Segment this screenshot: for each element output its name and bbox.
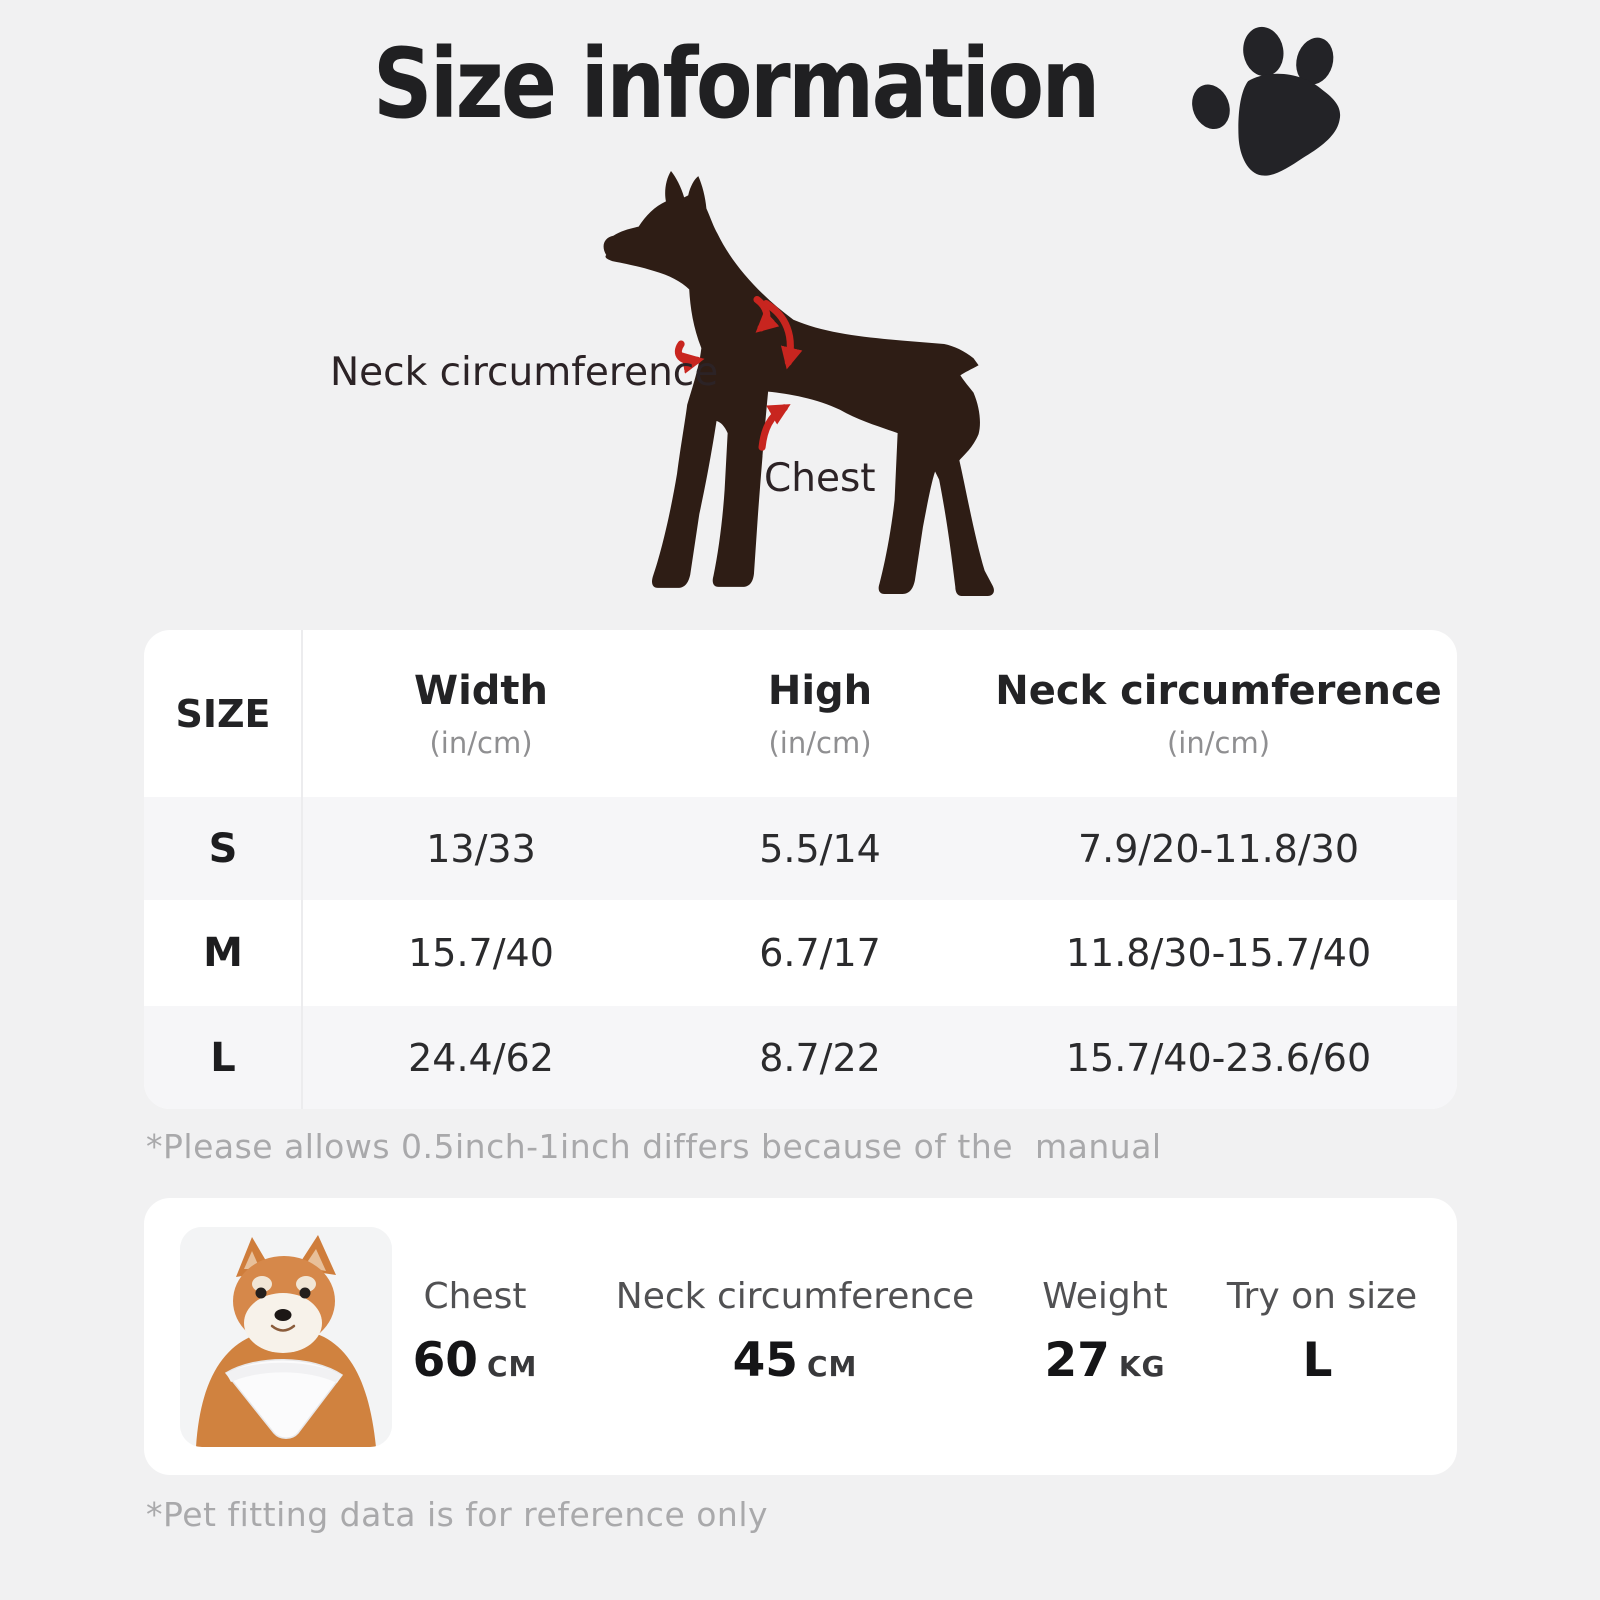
row-l-high: 8.7/22 xyxy=(660,1006,980,1109)
header-high-unit: (in/cm) xyxy=(768,725,872,760)
fitting-reference-card xyxy=(144,1198,1457,1475)
stat-weight-value: 27 xyxy=(1044,1333,1110,1388)
size-table xyxy=(144,630,1457,1109)
header-size: SIZE xyxy=(175,691,271,736)
stat-try-on-size xyxy=(1227,1276,1417,1388)
paw-icon xyxy=(1150,12,1350,194)
header-high-label: High xyxy=(767,667,873,714)
stat-weight xyxy=(1042,1276,1167,1388)
stat-weight-unit: KG xyxy=(1118,1350,1166,1383)
row-m-width: 15.7/40 xyxy=(408,931,554,975)
table-column-divider xyxy=(301,630,303,1109)
stat-neck-label: Neck circumference xyxy=(615,1276,975,1317)
stat-weight-label: Weight xyxy=(1042,1276,1168,1317)
stat-chest-unit: CM xyxy=(486,1350,538,1383)
row-s-high: 5.5/14 xyxy=(660,797,980,900)
row-s-size: S xyxy=(144,797,302,900)
pet-photo xyxy=(180,1227,392,1447)
row-m-high: 6.7/17 xyxy=(759,931,881,975)
header-neck xyxy=(980,630,1457,797)
fitting-disclaimer: *Pet fitting data is for reference only xyxy=(146,1495,769,1534)
header-high xyxy=(660,630,980,797)
row-l-width: 24.4/62 xyxy=(302,1006,660,1109)
stat-try-on-size-value: L xyxy=(1302,1333,1333,1388)
table-disclaimer: *Please allows 0.5inch-1inch differs because of the manual xyxy=(146,1127,1162,1166)
neck-circumference-label: Neck circumference xyxy=(330,350,719,395)
stat-chest-label: Chest xyxy=(423,1276,527,1317)
header-neck-label: Neck circumference xyxy=(995,667,1442,714)
header-width xyxy=(302,630,660,797)
stat-neck xyxy=(616,1276,974,1388)
page-title: Size information xyxy=(372,28,1098,140)
header-width-label: Width xyxy=(413,667,549,714)
header-width-unit: (in/cm) xyxy=(429,725,533,760)
row-s-width: 13/33 xyxy=(302,797,660,900)
stat-neck-value: 45 xyxy=(732,1333,798,1388)
row-m-size: M xyxy=(203,930,243,976)
size-table-card xyxy=(144,630,1457,1109)
stat-try-on-size-label: Try on size xyxy=(1226,1276,1418,1317)
stat-chest-value: 60 xyxy=(412,1333,478,1388)
row-l-size: L xyxy=(144,1006,302,1109)
row-l-neck: 15.7/40-23.6/60 xyxy=(980,1006,1457,1109)
header-neck-unit: (in/cm) xyxy=(1166,725,1271,760)
row-s-neck: 7.9/20-11.8/30 xyxy=(980,797,1457,900)
stat-neck-unit: CM xyxy=(806,1350,858,1383)
shiba-inu-bandana-illustration xyxy=(180,1227,392,1447)
chest-label: Chest xyxy=(764,456,876,501)
stat-chest xyxy=(413,1276,538,1388)
row-m-neck: 11.8/30-15.7/40 xyxy=(1065,931,1372,975)
